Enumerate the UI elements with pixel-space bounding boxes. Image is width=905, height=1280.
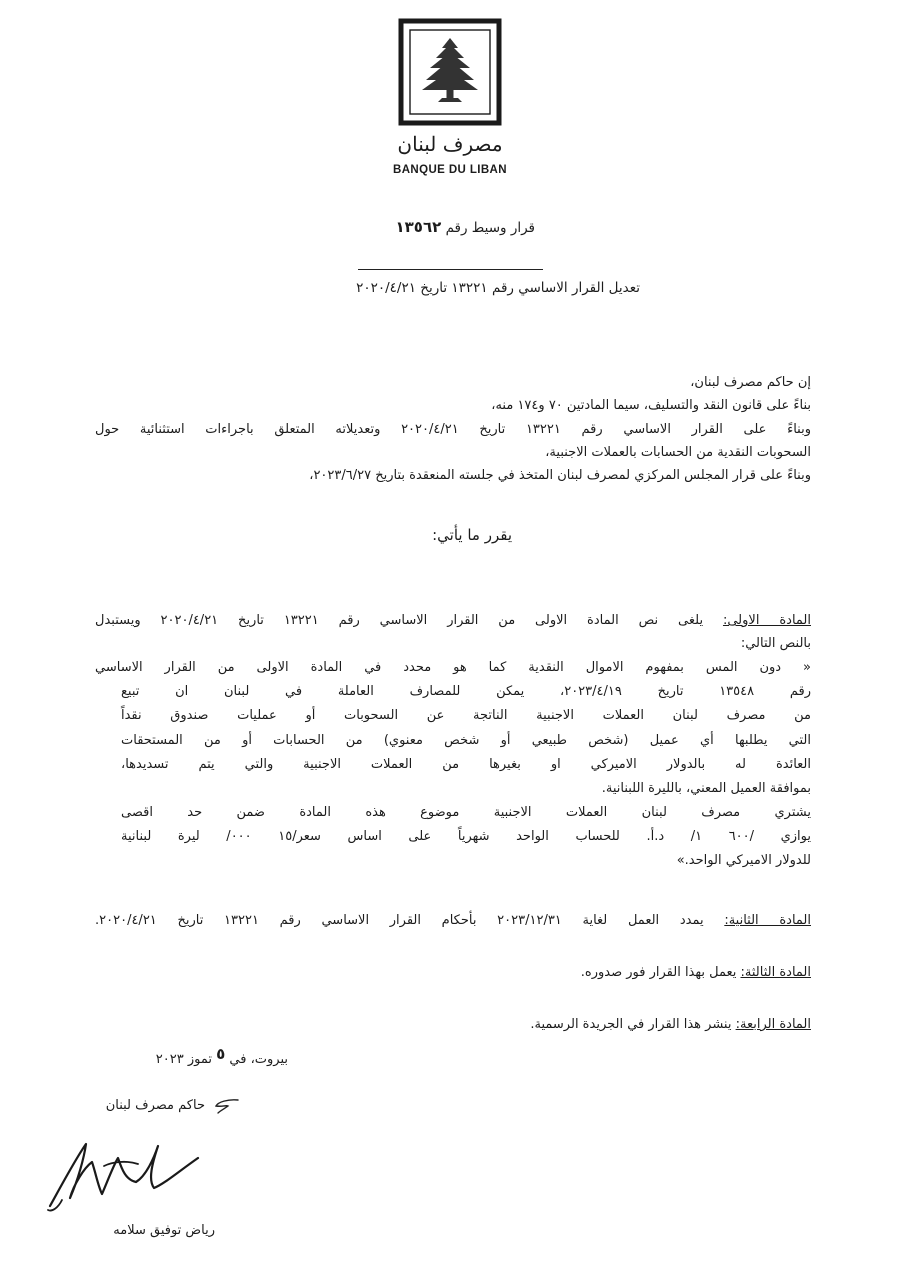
article-4-label: المادة الرابعة: [735,1017,811,1032]
quote-line: بموافقة العميل المعني، بالليرة اللبنانية. [601,781,811,796]
quote-line: التي يطلبها أي عميل (شخص طبيعي أو شخص معنوي) من الحسابات أو من المستحقات [121,733,811,748]
article-1-text: يلغى نص المادة الاولى من القرار الاساسي رقم ١٣٢٢١ تاريخ ٢٠٢٠/٤/٢١ ويستبدل [95,613,704,628]
article-2 [95,911,811,931]
signer-name: رياض توفيق سلامه [113,1223,215,1238]
article-2-text: يمدد العمل لغاية ٢٠٢٣/١٢/٣١ بأحكام القرار الاساسي رقم ١٣٢٢١ تاريخ ٢٠٢٠/٤/٢١. [95,913,704,928]
title-divider [358,269,543,270]
decision-subject: تعديل القرار الاساسي رقم ١٣٢٢١ تاريخ ٢٠٢٠/٤/٢١ [356,280,640,296]
article-3-text: يعمل بهذا القرار فور صدوره. [580,965,737,980]
article-1-label: المادة الاولى: [722,613,811,628]
place-date [156,1044,288,1070]
preamble-line: وبناءً على قرار المجلس المركزي لمصرف لبنان المتخذ في جلسته المنعقدة بتاريخ ٢٠٢٣/٦/٢٧، [309,468,811,483]
decision-number: ١٣٥٦٢ [395,218,442,236]
article-1-line [95,611,811,631]
preamble-line: بناءً على قانون النقد والتسليف، سيما المادتين ٧٠ و١٧٤ منه، [491,398,811,413]
decision-title [395,218,535,236]
decides-heading: يقرر ما يأتي: [432,526,512,544]
article-2-label: المادة الثانية: [724,913,811,928]
quote-line: رقم ١٣٥٤٨ تاريخ ٢٠٢٣/٤/١٩، يمكن للمصارف العاملة في لبنان ان تبيع [121,684,811,699]
article-1-line2: بالنص التالي: [740,636,811,651]
cedar-tree-icon [422,38,478,102]
signature-mark-icon [214,1097,240,1115]
quote-line: العائدة له بالدولار الاميركي او بغيرها من العملات الاجنبية والتي يتم تسديدها، [121,757,811,772]
article-4-text: ينشر هذا القرار في الجريدة الرسمية. [530,1017,732,1032]
article-3 [581,963,811,983]
preamble-line: السحوبات النقدية من الحسابات بالعملات الاجنبية، [545,445,811,460]
decision-title-prefix: قرار وسيط رقم [445,220,535,236]
governor-title: حاكم مصرف لبنان [105,1098,205,1113]
quote-line: يشتري مصرف لبنان العملات الاجنبية موضوع هذه المادة ضمن حد اقصى [121,805,811,820]
article-4 [530,1015,811,1035]
bank-name-french: BANQUE DU LIBAN [393,164,507,176]
preamble-line: وبناءً على القرار الاساسي رقم ١٣٢٢١ تاريخ ٢٠٢٠/٤/٢١ وتعديلاته المتعلق باجراءات استثنائية حول [95,422,811,437]
quote-line: للدولار الاميركي الواحد.» [676,853,811,868]
article-3-label: المادة الثالثة: [740,965,811,980]
preamble-line: إن حاكم مصرف لبنان، [690,375,811,390]
bank-name-arabic: مصرف لبنان [397,132,503,156]
date-month-year: تموز ٢٠٢٣ [155,1052,212,1067]
date-day: ٥ [216,1045,226,1063]
quote-line: يوازي /٦٠٠ ١/ د.أ. للحساب الواحد شهرياً على اساس سعر/١٥ ٠٠٠/ ليرة لبنانية [121,829,811,844]
handwritten-signature [40,1128,205,1218]
quote-line: من مصرف لبنان العملات الاجنبية الناتجة عن السحوبات أو عمليات صندوق نقداً [121,708,811,723]
place-date-prefix: بيروت، في [229,1052,288,1067]
banque-du-liban-logo-icon [398,18,502,126]
quote-line: « دون المس بمفهوم الاموال النقدية كما هو محدد في المادة الاولى من القرار الاساسي [95,660,811,675]
